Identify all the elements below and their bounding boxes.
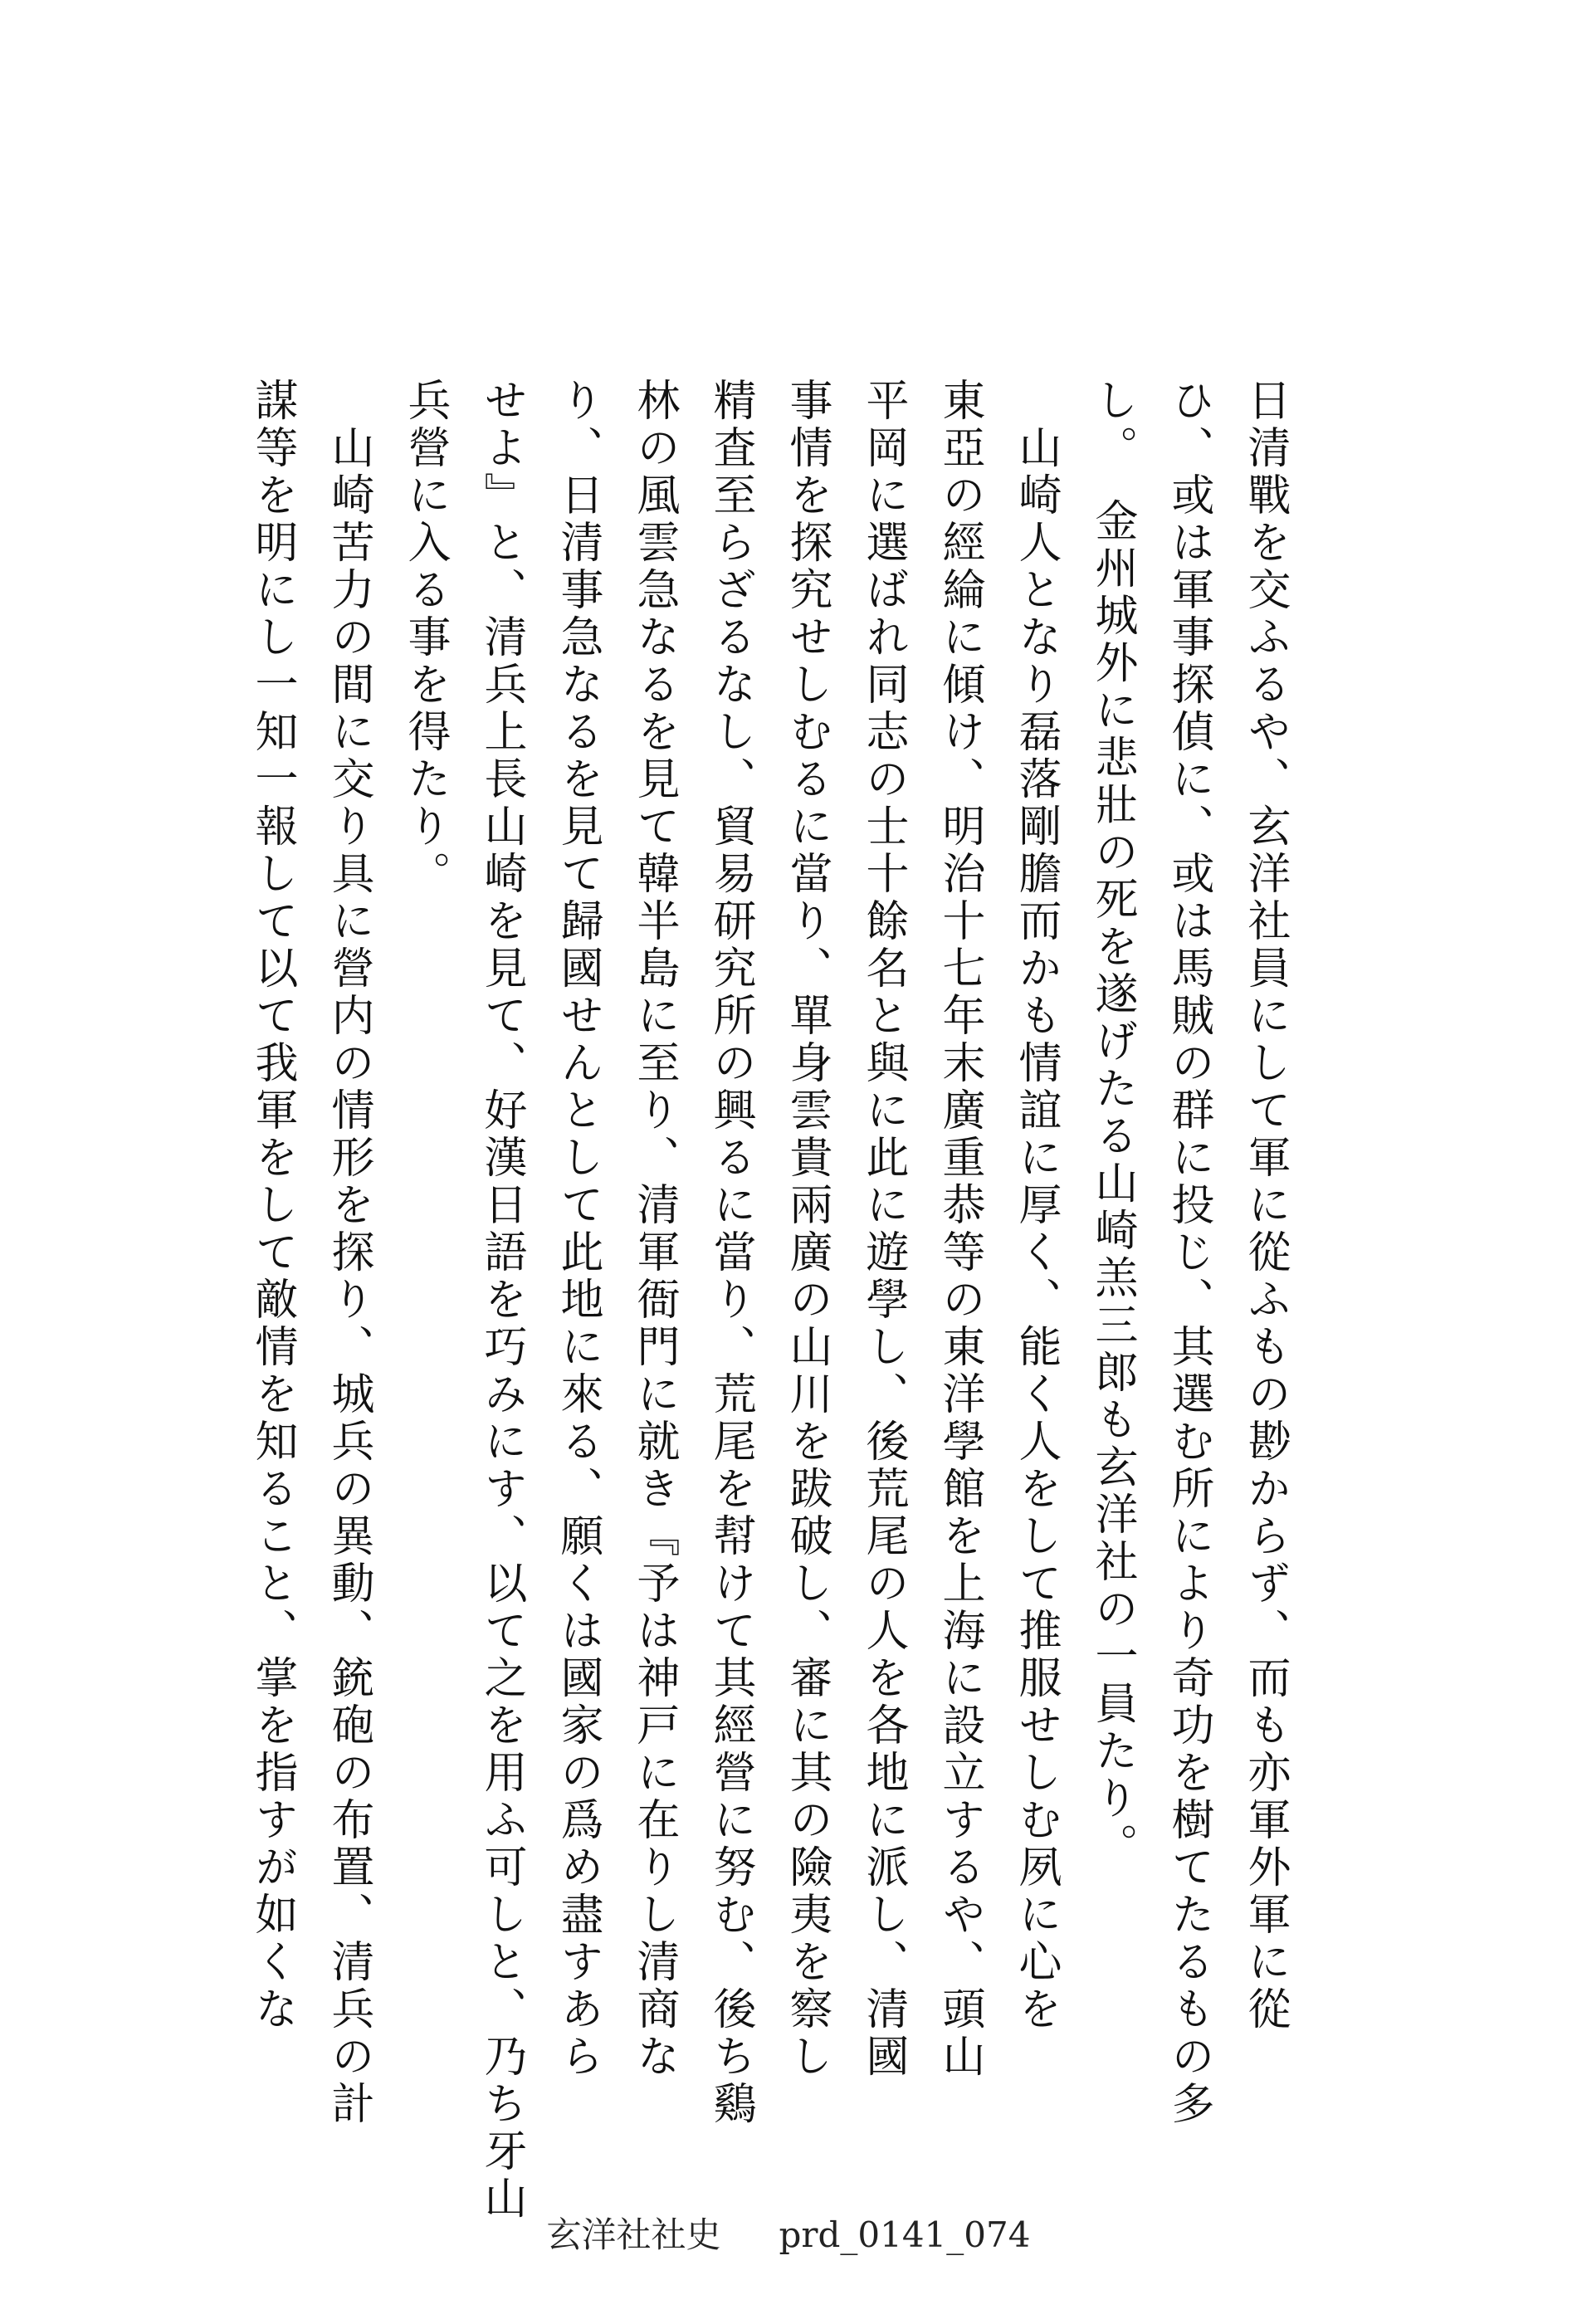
text-column: り、日清事急なるを見て歸國せんとして此地に來る、願くは國家の爲め盡すあら xyxy=(553,378,603,2081)
text-column: せよ』と、清兵上長山崎を見て、好漢日語を巧みにす、以て之を用ふ可しと、乃ち牙山 xyxy=(476,378,526,2223)
page-footer xyxy=(0,2208,1577,2258)
text-column: し。 金州城外に悲壯の死を遂げたる山崎羔三郎も玄洋社の一員たり。 xyxy=(1087,378,1137,1870)
text-column: 東亞の經綸に傾け、明治十七年末廣重恭等の東洋學館を上海に設立するや、頭山 xyxy=(935,378,984,2081)
text-column: ひ、或は軍事探偵に、或は馬賊の群に投じ、其選む所により奇功を樹てたるもの多 xyxy=(1164,378,1213,2128)
text-column: 事情を探究せしむるに當り、單身雲貴兩廣の山川を跋破し、審に其の險夷を察し xyxy=(782,378,832,2081)
text-column: 山崎人となり磊落剛膽而かも情誼に厚く、能く人をして推服せしむ夙に心を xyxy=(1011,378,1061,2034)
footer-title: 玄洋社社史 xyxy=(546,2214,721,2255)
text-column: 平岡に選ばれ同志の士十餘名と與に此に遊學し、後荒尾の人を各地に派し、清國 xyxy=(858,378,908,2081)
text-column: 山崎苦力の間に交り具に營内の情形を探り、城兵の異動、銃砲の布置、清兵の計 xyxy=(324,378,374,2128)
text-column: 精査至らざるなし、貿易研究所の興るに當り、荒尾を幇けて其經營に努む、後ち鷄 xyxy=(706,378,755,2128)
text-column: 兵營に入る事を得たり。 xyxy=(400,378,450,898)
text-column: 林の風雲急なるを見て韓半島に至り、清軍衙門に就き『予は神戸に在りし清商な xyxy=(629,378,679,2081)
text-column: 謀等を明にし一知一報して以て我軍をして敵情を知ること、掌を指すが如くな xyxy=(247,378,297,2034)
vertical-body-text xyxy=(234,378,1303,2223)
text-column: 日清戰を交ふるや、玄洋社員にして軍に從ふもの尠からず、而も亦軍外軍に從 xyxy=(1240,378,1290,2034)
footer-page-id: prd_0141_074 xyxy=(779,2214,1031,2255)
